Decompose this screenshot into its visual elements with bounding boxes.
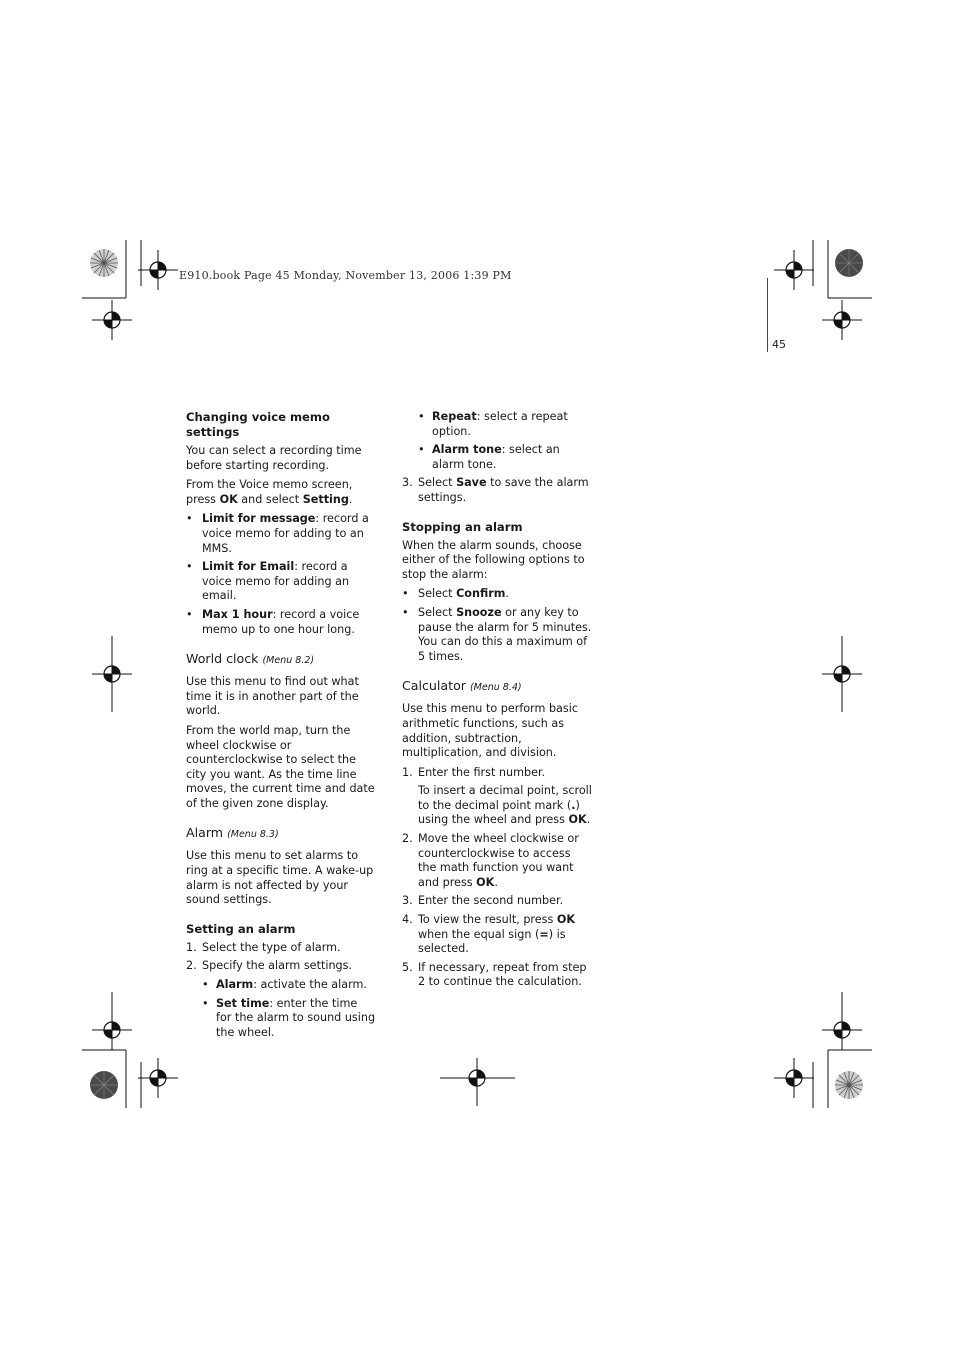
list-item: 2. Move the wheel clockwise or counterclockwise to access the math function you want and press OK. (402, 832, 579, 889)
left-column (186, 410, 376, 1045)
list-item: • Alarm: activate the alarm. (202, 978, 367, 992)
list-item: 4. To view the result, press OK when the equal sign (=) is selected. (402, 913, 576, 956)
list-item: 3. Select Save to save the alarm settings. (402, 476, 589, 504)
voice-memo-options-list (186, 512, 376, 637)
list-item: • Max 1 hour: record a voice memo up to one hour long. (186, 607, 360, 636)
list-item: 1. Select the type of alarm. (186, 940, 341, 954)
color-bar-mark (90, 1071, 118, 1099)
print-header-stamp: E910.book Page 45 Monday, November 13, 2006 1:39 PM (179, 269, 512, 282)
list-item: • Limit for message: record a voice memo for adding to an MMS. (186, 512, 369, 555)
setting-alarm-steps (186, 941, 376, 1041)
paragraph: From the Voice memo screen, press OK and select Setting. (186, 478, 353, 506)
page-number-rule (767, 278, 768, 352)
section-title-alarm: Alarm (Menu 8.3) (186, 825, 279, 841)
paragraph: When the alarm sounds, choose either of the following options to stop the alarm: (402, 538, 585, 581)
list-item: • Alarm tone: select an alarm tone. (418, 443, 560, 471)
paragraph: You can select a recording time before starting recording. (186, 444, 362, 472)
stopping-options-list (402, 587, 592, 664)
list-item: 5. If necessary, repeat from step 2 to continue the calculation. (402, 960, 587, 989)
section-heading-changing-voice-memo: Changing voice memo settings (186, 410, 330, 439)
paragraph: From the world map, turn the wheel clockwise or counterclockwise to select the city you want. As the time line moves, the current time and date of the given zone display. (186, 723, 375, 810)
registration-mark (822, 300, 862, 340)
color-bar-mark (835, 1071, 863, 1099)
paragraph: Use this menu to find out what time it is in another part of the world. (186, 675, 359, 718)
color-bar-mark (90, 249, 118, 277)
right-column (402, 410, 592, 995)
registration-mark (774, 1058, 814, 1098)
list-item: • Repeat: select a repeat option. (418, 410, 568, 438)
list-item: 2. Specify the alarm settings. (186, 959, 353, 973)
list-item: • Select Snooze or any key to pause the alarm for 5 minutes. You can do this a maximum of 5 times. (402, 605, 592, 663)
section-heading-stopping-alarm: Stopping an alarm (402, 519, 523, 534)
section-title-world-clock: World clock (Menu 8.2) (186, 651, 315, 667)
page-number: 45 (772, 338, 786, 351)
section-title-calculator: Calculator (Menu 8.4) (402, 678, 522, 694)
registration-mark (138, 250, 178, 290)
alarm-settings-continued-list (402, 410, 592, 506)
section-heading-setting-alarm: Setting an alarm (186, 921, 296, 936)
registration-mark (774, 250, 814, 290)
list-item: 3. Enter the second number. (402, 894, 564, 908)
color-bar-mark (835, 249, 863, 277)
list-item: • Select Confirm. (402, 587, 509, 601)
paragraph: Use this menu to perform basic arithmetic functions, such as addition, subtraction, multiplication, and division. (402, 702, 579, 760)
list-item: • Limit for Email: record a voice memo for adding an email. (186, 560, 350, 603)
registration-mark (138, 1058, 178, 1098)
list-item: • Set time: enter the time for the alarm to sound using the wheel. (202, 996, 376, 1039)
list-item: 1. Enter the first number. (402, 765, 546, 779)
registration-mark (92, 300, 132, 340)
paragraph: Use this menu to set alarms to ring at a specific time. A wake-up alarm is not affected by your sound settings. (186, 849, 374, 907)
calculator-steps (402, 766, 592, 990)
step-note: To insert a decimal point, scroll to the decimal point mark (.) using the wheel and press OK. (418, 784, 592, 827)
